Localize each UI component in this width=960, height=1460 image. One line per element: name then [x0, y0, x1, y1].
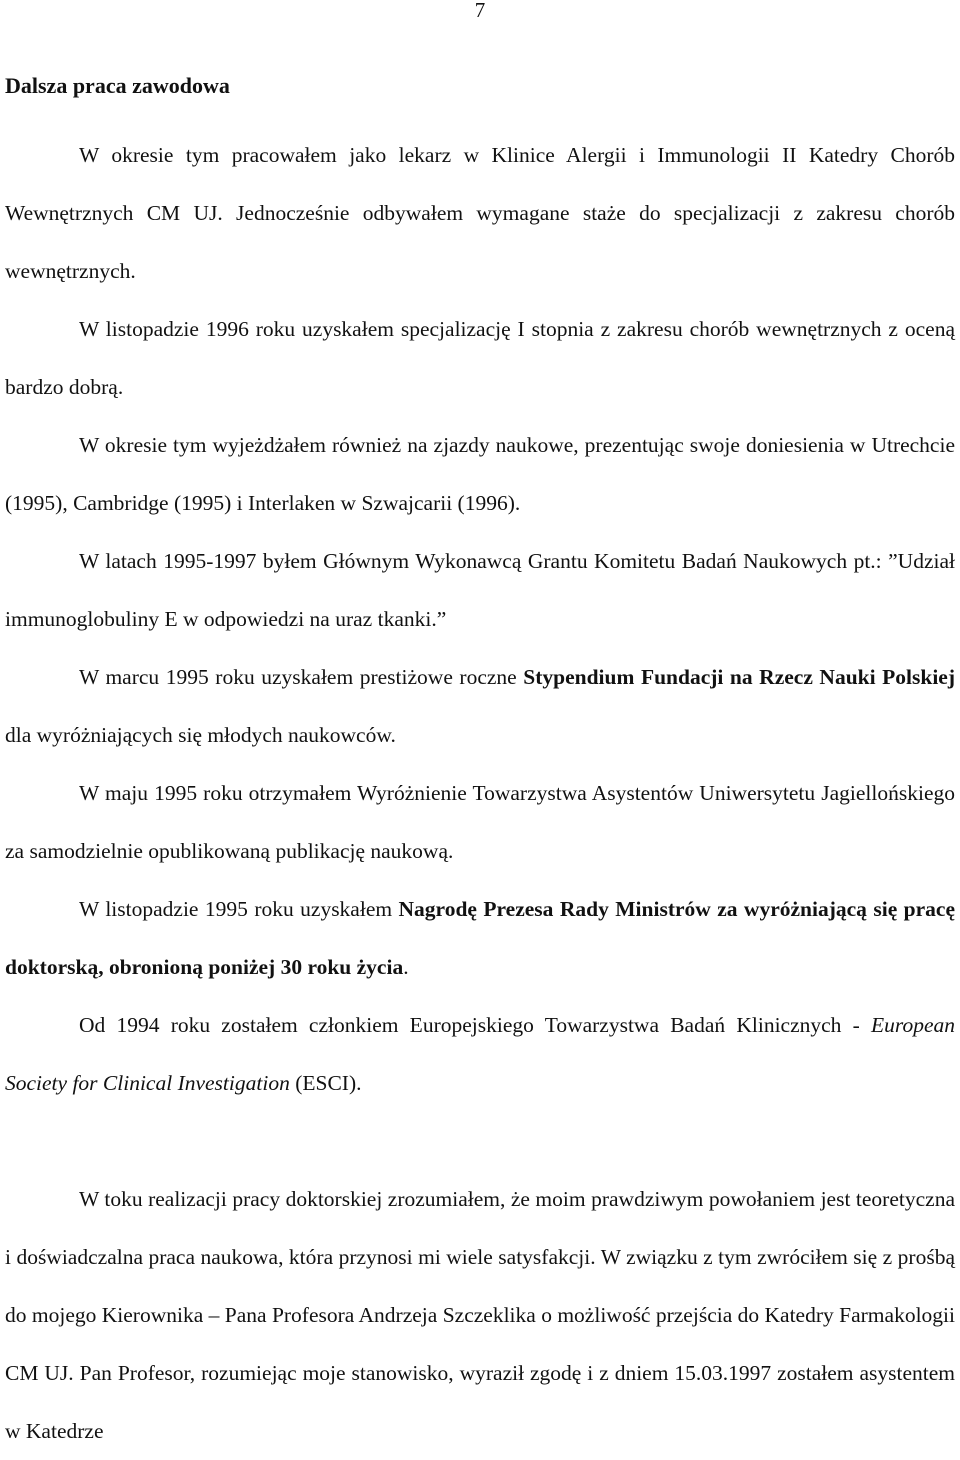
award-name: Nagrodę Prezesa Rady Ministrów za wyróżniającą się pracę doktorską, obronioną poniżej 30 roku życia: [5, 897, 955, 979]
paragraph-gap: [5, 1112, 955, 1170]
scholarship-text-after: dla wyróżniających się młodych naukowców.: [5, 723, 396, 747]
paragraph-grant: W latach 1995-1997 byłem Głównym Wykonawcą Grantu Komitetu Badań Naukowych pt.: ”Udział immunoglobuliny E w odpowiedzi na uraz tkanki.”: [5, 549, 955, 631]
paragraph-pharmacology-transfer: W toku realizacji pracy doktorskiej zrozumiałem, że moim prawdziwym powołaniem jest teoretyczna i doświadczalna praca naukowa, która przynosi mi wiele satysfakcji. W związku z tym zwróciłem się z prośbą do mojego Kierownika – Pana Profesora Andrzeja Szczeklika o możliwość przejścia do Katedry Farmakologii CM UJ. Pan Profesor, rozumiejąc moje stanowisko, wyraził zgodę i z dniem 15.03.1997 zostałem asystentem w Katedrze: [5, 1187, 955, 1443]
section-heading: Dalsza praca zawodowa: [5, 73, 230, 98]
esci-text-after: (ESCI).: [289, 1071, 362, 1095]
award-text-after: .: [403, 955, 409, 979]
scholarship-name: Stypendium Fundacji na Rzecz Nauki Polskiej: [523, 665, 956, 689]
esci-text-before: Od 1994 roku zostałem członkiem Europejskiego Towarzystwa Badań Klinicznych -: [79, 1013, 871, 1037]
esci-society-name: European Society for Clinical Investigation: [5, 1013, 955, 1095]
page-number: 7: [474, 0, 486, 22]
paragraph-prime-minister-award: [5, 880, 955, 996]
scholarship-text-before: W marcu 1995 roku uzyskałem prestiżowe roczne: [79, 665, 524, 689]
paragraph-distinction: W maju 1995 roku otrzymałem Wyróżnienie Towarzystwa Asystentów Uniwersytetu Jagiellońskiego za samodzielnie opublikowaną publikację naukową.: [5, 781, 955, 863]
document-body: [5, 126, 955, 1460]
paragraph-clinic-work: W okresie tym pracowałem jako lekarz w Klinice Alergii i Immunologii II Katedry Chorób Wewnętrznych CM UJ. Jednocześnie odbywałem wymagane staże do specjalizacji z zakresu chorób wewnętrznych.: [5, 143, 955, 283]
paragraph-specialization: W listopadzie 1996 roku uzyskałem specjalizację I stopnia z zakresu chorób wewnętrznych z oceną bardzo dobrą.: [5, 317, 955, 399]
paragraph-conferences: W okresie tym wyjeżdżałem również na zjazdy naukowe, prezentując swoje doniesienia w Utrechcie (1995), Cambridge (1995) i Interlaken w Szwajcarii (1996).: [5, 433, 955, 515]
paragraph-scholarship: [5, 648, 955, 764]
award-text-before: W listopadzie 1995 roku uzyskałem: [79, 897, 399, 921]
paragraph-esci-membership: [5, 996, 955, 1112]
